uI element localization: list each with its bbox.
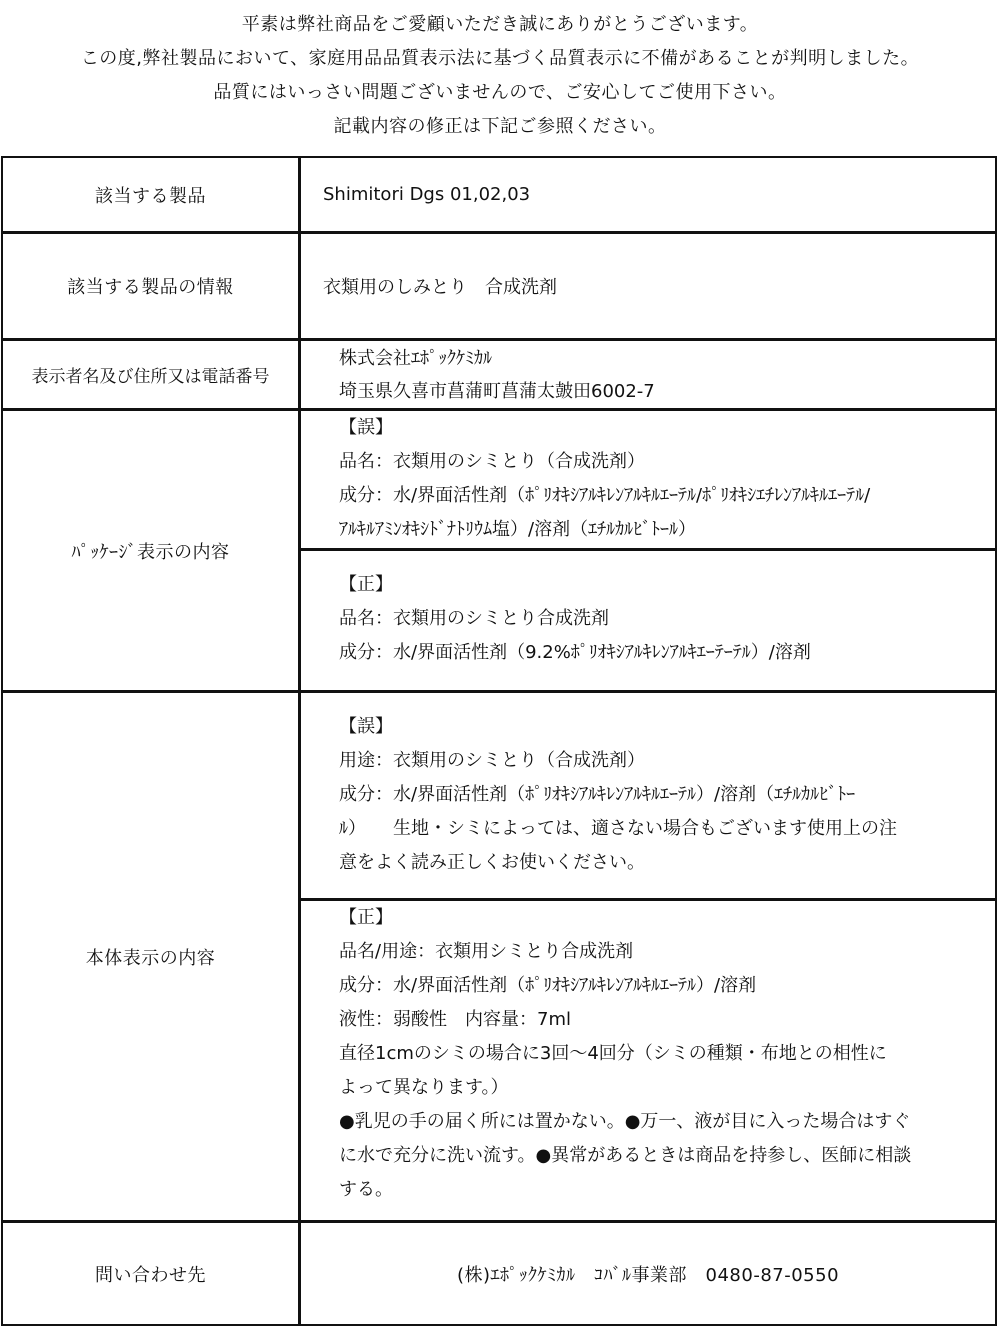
text-line: に水で充分に洗い流す。●異常があるときは商品を持参し、医師に相談 <box>339 1145 912 1166</box>
text-line: 成分：水/界面活性剤（ﾎﾟﾘｵｷｼｱﾙｷﾚﾝｱﾙｷﾙｴｰﾃﾙ/ﾎﾟﾘｵｷｼｴﾁﾚﾝｱﾙｷﾙｴｰﾃﾙ/ <box>339 485 871 506</box>
body-correct-section <box>301 901 995 1220</box>
body-wrong-section <box>301 693 995 901</box>
text-line: 意をよく読み正しくお使いください。 <box>339 852 645 873</box>
correction-table <box>1 156 997 1326</box>
row-label: 表示者名及び住所又は電話番号 <box>3 341 301 408</box>
package-wrong-text <box>339 411 989 547</box>
wrong-heading: 【誤】 <box>339 716 393 737</box>
correct-heading: 【正】 <box>339 907 393 928</box>
body-wrong-text <box>339 710 989 880</box>
text-line: 成分：水/界面活性剤（ﾎﾟﾘｵｷｼｱﾙｷﾚﾝｱﾙｷﾙｴｰﾃﾙ）/溶剤 <box>339 975 757 996</box>
row-contact <box>3 1223 995 1324</box>
body-correct-text <box>339 901 989 1207</box>
intro-line: この度,弊社製品において、家庭用品品質表示法に基づく品質表示に不備があることが判明しました。 <box>80 48 920 69</box>
text-line: よって異なります。） <box>339 1077 509 1098</box>
text-line: ｱﾙｷﾙｱﾐﾝｵｷｼﾄﾞﾅﾄﾘｳﾑ塩）/溶剤（ｴﾁﾙｶﾙﾋﾞﾄｰﾙ） <box>339 519 697 540</box>
labeler-address <box>339 342 989 408</box>
package-correct-text <box>339 568 989 670</box>
row-label: 問い合わせ先 <box>3 1223 301 1324</box>
text-line: 品名：衣類用のシミとり合成洗剤 <box>339 608 609 629</box>
text-line: する。 <box>339 1179 393 1200</box>
row-product-info <box>3 234 995 341</box>
row-value-cell <box>301 1223 995 1324</box>
correct-heading: 【正】 <box>339 574 393 595</box>
text-line: 品名：衣類用のシミとり（合成洗剤） <box>339 451 645 472</box>
contact-info: (株)ｴﾎﾟｯｸｹﾐｶﾙ ｺﾊﾞﾙ事業部 0480-87-0550 <box>456 1264 840 1286</box>
company-name: 株式会社ｴﾎﾟｯｸｹﾐｶﾙ <box>339 348 492 369</box>
intro-line: 平素は弊社商品をご愛顧いただき誠にありがとうございます。 <box>241 14 759 35</box>
intro-line: 記載内容の修正は下記ご参照ください。 <box>333 116 667 137</box>
text-line: 成分：水/界面活性剤（ﾎﾟﾘｵｷｼｱﾙｷﾚﾝｱﾙｷﾙｴｰﾃﾙ）/溶剤（ｴﾁﾙｶﾙﾋﾞﾄｰ <box>339 784 856 805</box>
row-value-cell <box>301 693 995 1220</box>
intro-notice <box>0 8 1000 144</box>
row-label: 該当する製品の情報 <box>3 234 301 338</box>
text-line: 品名/用途：衣類用シミとり合成洗剤 <box>339 941 634 962</box>
text-line: ﾙ） 生地・シミによっては、適さない場合もございます使用上の注 <box>339 818 897 839</box>
row-package-display <box>3 411 995 693</box>
row-value-cell <box>301 158 995 231</box>
text-line: 直径1cmのシミの場合に3回～4回分（シミの種類・布地との相性に <box>339 1043 887 1064</box>
text-line: 成分：水/界面活性剤（9.2%ﾎﾟﾘｵｷｼｱﾙｷﾚﾝｱﾙｷｴｰﾃｰﾃﾙ）/溶剤 <box>339 642 811 663</box>
text-line: ●乳児の手の届く所には置かない。●万一、液が目に入った場合はすぐ <box>339 1111 911 1132</box>
row-product <box>3 158 995 234</box>
row-value-cell <box>301 234 995 338</box>
intro-line: 品質にはいっさい問題ございませんので、ご安心してご使用下さい。 <box>213 82 787 103</box>
row-label: 該当する製品 <box>3 158 301 231</box>
text-line: 液性：弱酸性 内容量：7ml <box>339 1009 571 1030</box>
package-wrong-section <box>301 411 995 551</box>
product-info-value: 衣類用のしみとり 合成洗剤 <box>323 277 557 298</box>
row-label: 本体表示の内容 <box>3 693 301 1220</box>
row-value-cell <box>301 341 995 408</box>
row-body-display <box>3 693 995 1223</box>
row-value-cell <box>301 411 995 690</box>
row-labeler <box>3 341 995 411</box>
text-line: 用途：衣類用のシミとり（合成洗剤） <box>339 750 645 771</box>
row-label: ﾊﾟｯｹｰｼﾞ表示の内容 <box>3 411 301 690</box>
wrong-heading: 【誤】 <box>339 417 393 438</box>
package-correct-section <box>301 551 995 690</box>
company-address: 埼玉県久喜市菖蒲町菖蒲太皷田6002-7 <box>339 381 655 402</box>
product-name: Shimitori Dgs 01,02,03 <box>323 184 531 205</box>
